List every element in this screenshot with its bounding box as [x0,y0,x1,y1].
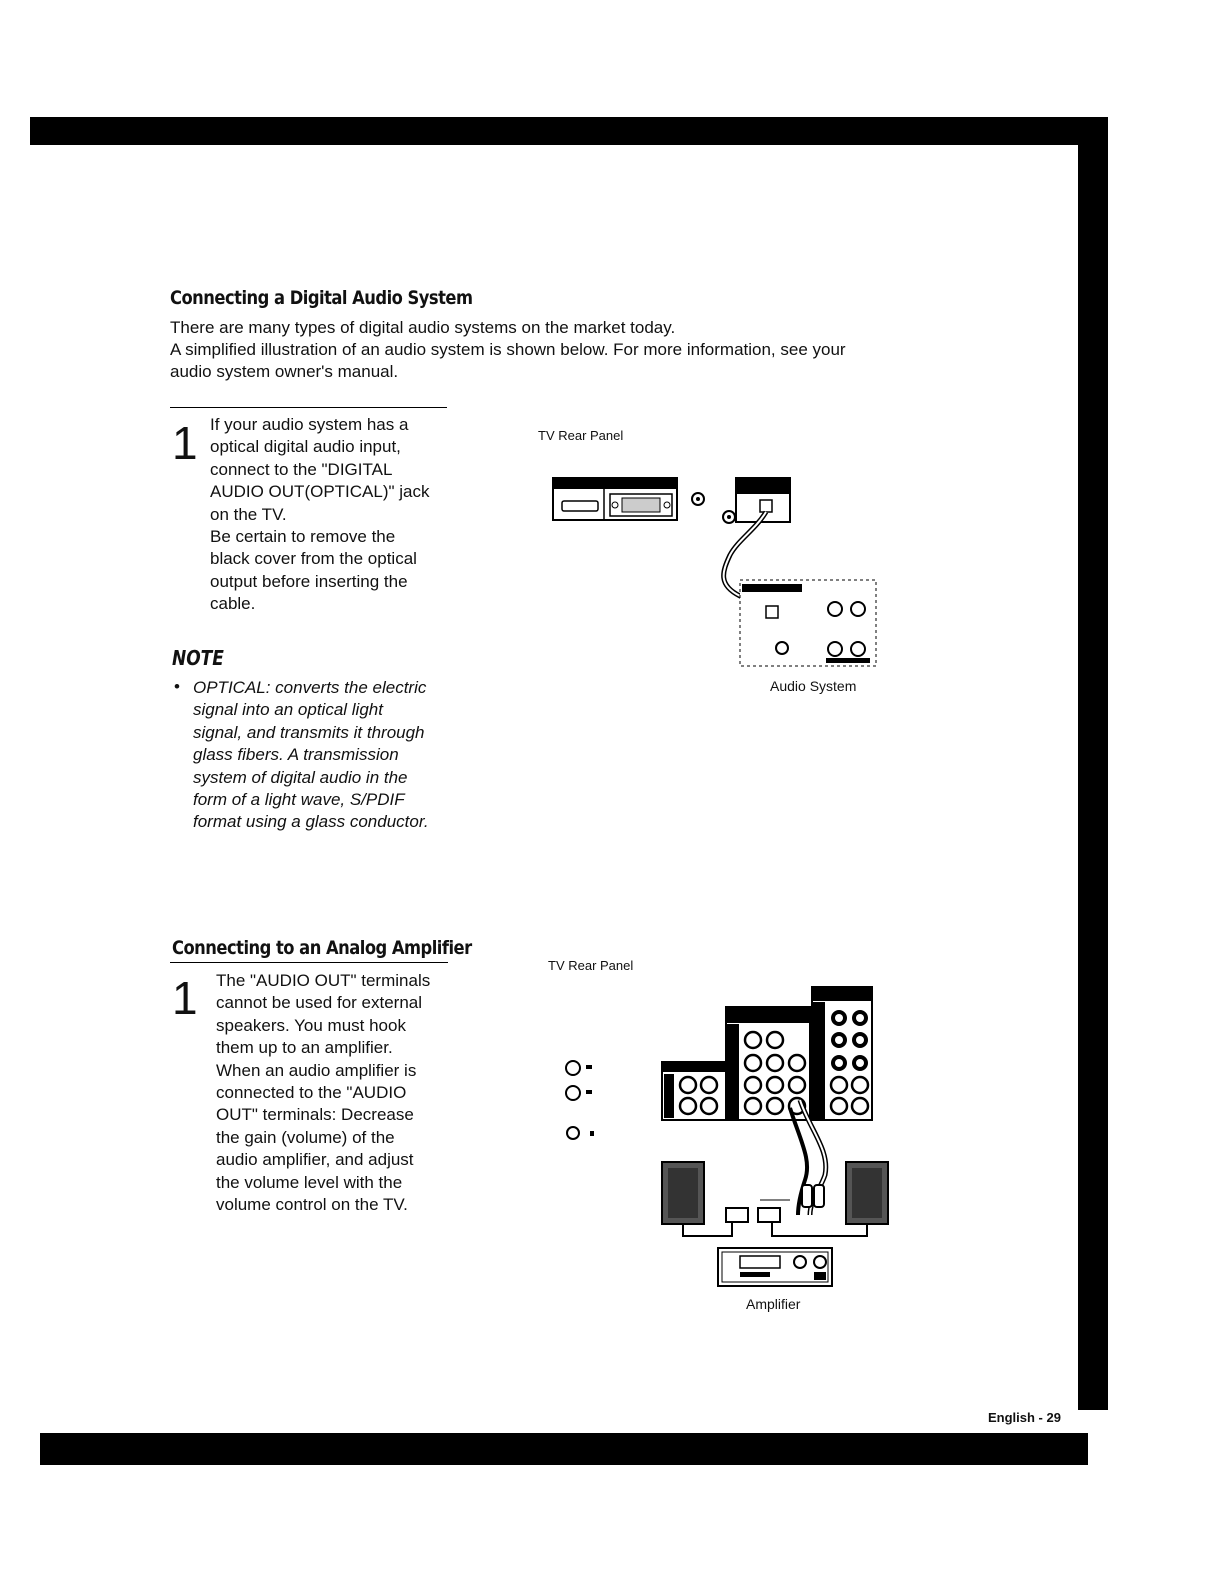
antenna-inputs [566,1061,594,1139]
page-number-label: English - 29 [988,1410,1061,1425]
left-speaker-illustration [662,1162,732,1236]
step-text: The "AUDIO OUT" terminals cannot be used for external speakers. You must hook them up to an amplifier. When an audio amplifier is connected to the "AUDIO OUT" terminals: Decrease the gain (volume) of the audio amplifier, and adjust the volume level with the volume control on the TV. [216,971,431,1215]
step-text: If your audio system has a optical digital audio input, connect to the "DIGITAL AUDIO OUT(OPTICAL)" jack on the TV. Be certain to remove the black cover from the optical output before inserting the cable. [210,415,430,614]
figure-caption-tv-rear-panel: TV Rear Panel [548,958,634,973]
section-title-analog-amplifier: Connecting to an Analog Amplifier [172,937,472,959]
intro-line: There are many types of digital audio systems on the market today. [170,318,676,337]
tv-rear-jack-panel [662,987,872,1120]
note-bullet: • [174,677,180,696]
note-title: NOTE [172,646,224,670]
figure-caption-audio-system: Audio System [770,678,857,694]
step-number: 1 [172,417,198,469]
step-number: 1 [172,972,198,1024]
amplifier-illustration [718,1248,832,1286]
intro-line: A simplified illustration of an audio system is shown below. For more information, see your [170,340,846,359]
right-speaker-illustration [772,1162,888,1236]
note-text: OPTICAL: converts the electric signal into an optical light signal, and transmits it through glass fibers. A transmission system of digital audio in the form of a light wave, S/PDIF format using a glass conductor. [193,678,429,832]
figure-caption-amplifier: Amplifier [746,1296,801,1312]
section-title-digital-audio: Connecting a Digital Audio System [170,287,473,309]
intro-line: audio system owner's manual. [170,362,399,381]
figure-caption-tv-rear-panel: TV Rear Panel [538,428,624,443]
amplifier-terminals [726,1200,790,1222]
